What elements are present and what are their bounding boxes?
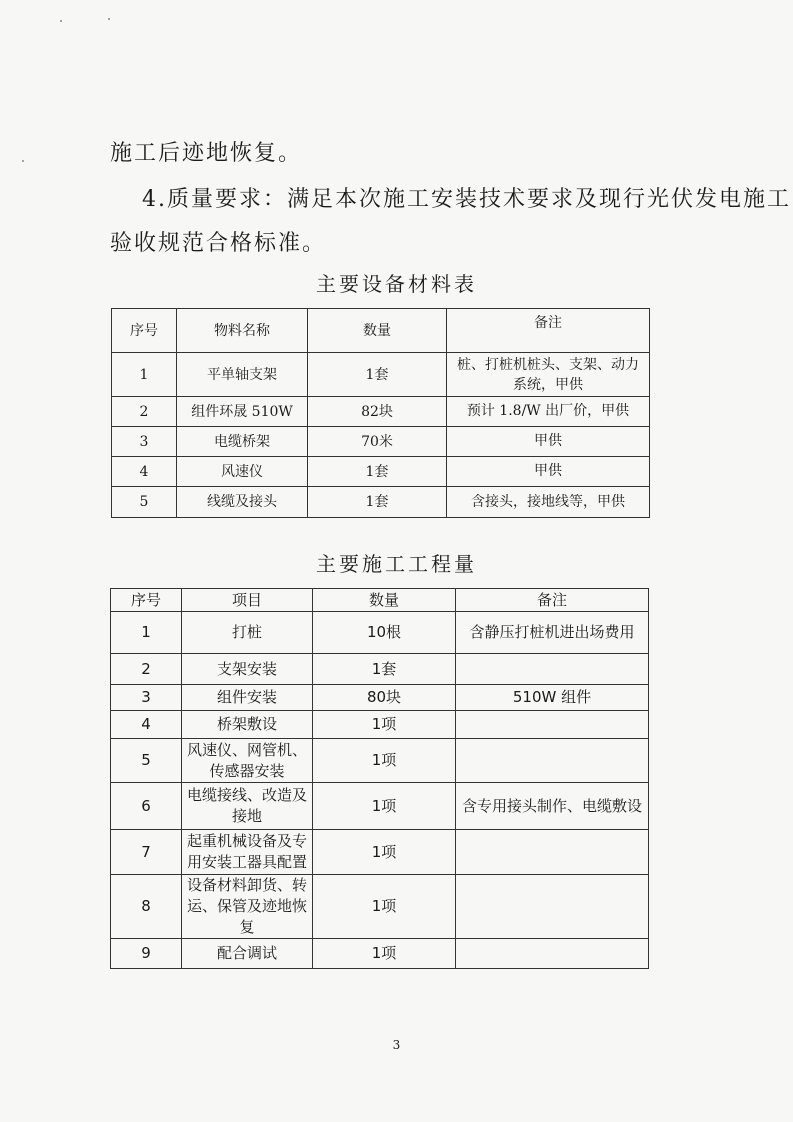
cell-qty: 1套 xyxy=(308,457,447,487)
cell-qty: 1项 xyxy=(313,783,456,830)
cell-name: 组件环晟 510W xyxy=(177,397,308,427)
cell-item: 电缆接线、改造及接地 xyxy=(182,783,313,830)
table-row xyxy=(111,612,649,654)
paragraph-line: 施工后迹地恢复。 xyxy=(110,141,303,166)
scan-speck xyxy=(60,20,62,22)
cell-qty: 80块 xyxy=(313,685,456,711)
table-row xyxy=(112,457,650,487)
header-cell: 数量 xyxy=(313,589,456,612)
table-row xyxy=(112,353,650,397)
header-cell: 备注 xyxy=(456,589,649,612)
cell-name: 风速仪 xyxy=(177,457,308,487)
header-cell: 备注 xyxy=(447,309,650,353)
table-row xyxy=(112,397,650,427)
cell-item: 支架安装 xyxy=(182,654,313,685)
cell-no: 3 xyxy=(111,685,182,711)
cell-no: 4 xyxy=(112,457,177,487)
cell-note xyxy=(456,830,649,875)
cell-qty: 1项 xyxy=(313,830,456,875)
cell-note: 甲供 xyxy=(447,457,650,487)
header-cell: 序号 xyxy=(112,309,177,353)
cell-qty: 1项 xyxy=(313,875,456,939)
cell-note: 含接头，接地线等，甲供 xyxy=(447,487,650,518)
table-row xyxy=(112,487,650,518)
cell-qty: 1套 xyxy=(308,353,447,397)
cell-note: 预计 1.8/W 出厂价，甲供 xyxy=(447,397,650,427)
table-row xyxy=(111,685,649,711)
table-header-row xyxy=(111,589,649,612)
cell-note xyxy=(456,939,649,969)
cell-no: 5 xyxy=(112,487,177,518)
cell-no: 8 xyxy=(111,875,182,939)
header-cell: 物料名称 xyxy=(177,309,308,353)
cell-item: 起重机械设备及专用安装工器具配置 xyxy=(182,830,313,875)
cell-note: 含静压打桩机进出场费用 xyxy=(456,612,649,654)
scan-speck xyxy=(22,160,24,162)
cell-no: 6 xyxy=(111,783,182,830)
table-row xyxy=(111,783,649,830)
cell-note xyxy=(456,739,649,783)
cell-no: 7 xyxy=(111,830,182,875)
table-row xyxy=(111,654,649,685)
cell-note xyxy=(456,654,649,685)
cell-no: 5 xyxy=(111,739,182,783)
table1-title: 主要设备材料表 xyxy=(316,272,477,296)
table2-title: 主要施工工程量 xyxy=(316,552,477,576)
cell-no: 4 xyxy=(111,711,182,739)
cell-note xyxy=(456,875,649,939)
cell-qty: 82块 xyxy=(308,397,447,427)
table-row xyxy=(111,875,649,939)
cell-no: 2 xyxy=(112,397,177,427)
table-row xyxy=(111,711,649,739)
cell-note xyxy=(456,711,649,739)
cell-no: 2 xyxy=(111,654,182,685)
table-row xyxy=(111,939,649,969)
cell-qty: 1项 xyxy=(313,711,456,739)
table-header-row xyxy=(112,309,650,353)
cell-name: 平单轴支架 xyxy=(177,353,308,397)
cell-item: 打桩 xyxy=(182,612,313,654)
cell-note: 含专用接头制作、电缆敷设 xyxy=(456,783,649,830)
cell-item: 风速仪、网管机、传感器安装 xyxy=(182,739,313,783)
cell-item: 设备材料卸货、转运、保管及迹地恢复 xyxy=(182,875,313,939)
cell-note: 桩、打桩机桩头、支架、动力系统，甲供 xyxy=(447,353,650,397)
cell-qty: 1项 xyxy=(313,939,456,969)
cell-no: 1 xyxy=(112,353,177,397)
header-cell: 项目 xyxy=(182,589,313,612)
header-cell: 数量 xyxy=(308,309,447,353)
cell-no: 1 xyxy=(111,612,182,654)
cell-qty: 1项 xyxy=(313,739,456,783)
table-row xyxy=(111,739,649,783)
cell-qty: 1套 xyxy=(308,487,447,518)
cell-qty: 1套 xyxy=(313,654,456,685)
cell-note: 510W 组件 xyxy=(456,685,649,711)
scan-speck xyxy=(108,18,110,20)
cell-no: 3 xyxy=(112,427,177,457)
cell-no: 9 xyxy=(111,939,182,969)
page-number: 3 xyxy=(392,1038,401,1052)
header-cell: 序号 xyxy=(111,589,182,612)
construction-quantities-table xyxy=(110,588,649,969)
cell-item: 组件安装 xyxy=(182,685,313,711)
equipment-materials-table xyxy=(111,308,650,518)
cell-name: 电缆桥架 xyxy=(177,427,308,457)
cell-name: 线缆及接头 xyxy=(177,487,308,518)
cell-item: 桥架敷设 xyxy=(182,711,313,739)
paragraph-line: 4.质量要求：满足本次施工安装技术要求及现行光伏发电施工 xyxy=(142,187,791,212)
cell-item: 配合调试 xyxy=(182,939,313,969)
cell-note: 甲供 xyxy=(447,427,650,457)
paragraph-line: 验收规范合格标准。 xyxy=(110,231,327,256)
cell-qty: 70米 xyxy=(308,427,447,457)
table-row xyxy=(112,427,650,457)
table-row xyxy=(111,830,649,875)
cell-qty: 10根 xyxy=(313,612,456,654)
